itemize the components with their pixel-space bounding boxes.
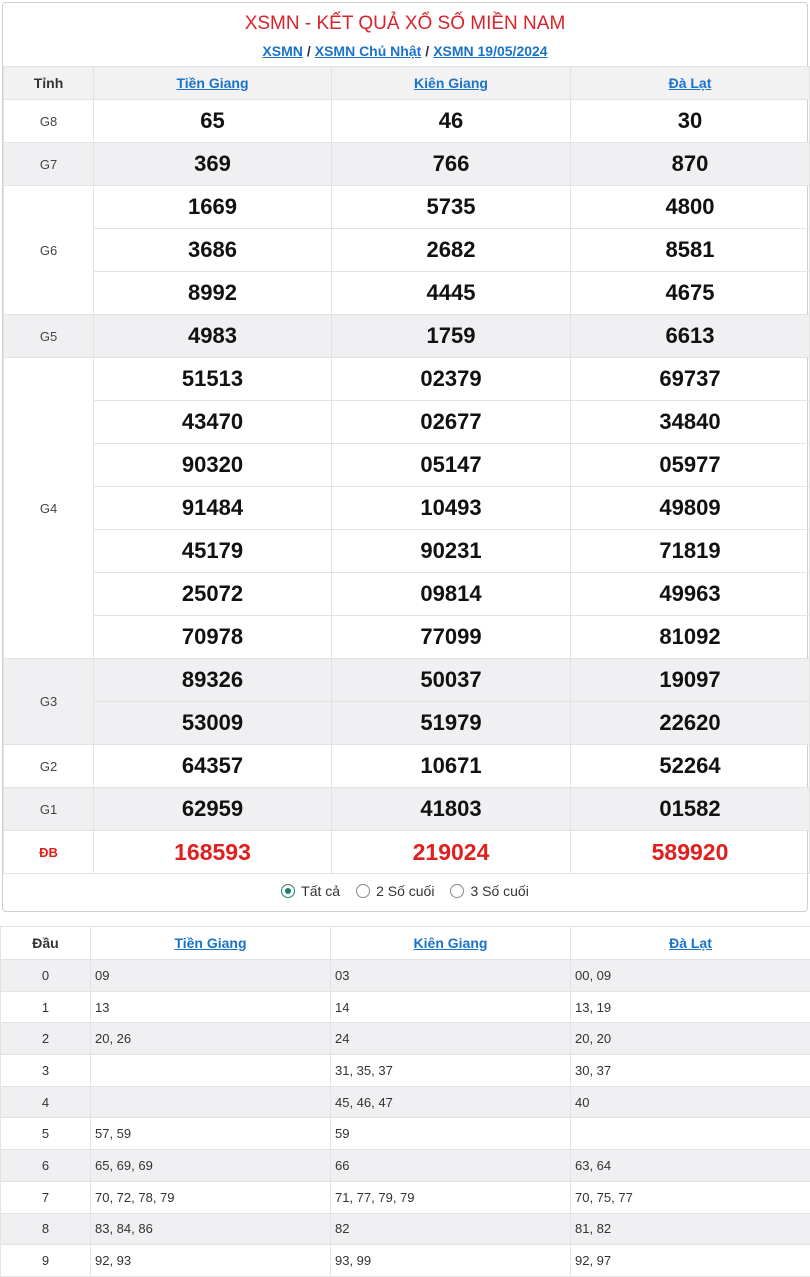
prize-row: [4, 143, 810, 186]
prize-label: G4: [4, 358, 94, 659]
prize-label: G7: [4, 143, 94, 186]
prize-number: 19097: [571, 659, 810, 702]
prize-number: 77099: [332, 616, 571, 659]
breadcrumb-separator: /: [421, 43, 433, 59]
breadcrumb-xsmn-date[interactable]: XSMN 19/05/2024: [433, 43, 547, 59]
prize-number: 369: [94, 143, 332, 186]
prize-number: 25072: [94, 573, 332, 616]
loto-values: 09: [91, 960, 331, 992]
prize-number: 01582: [571, 788, 810, 831]
prize-number: 05977: [571, 444, 810, 487]
prize-row: [4, 788, 810, 831]
prize-number: 05147: [332, 444, 571, 487]
prize-number: 34840: [571, 401, 810, 444]
loto-values: 92, 97: [571, 1245, 810, 1277]
prize-number: 41803: [332, 788, 571, 831]
prize-row: [4, 186, 810, 229]
prize-row: [4, 444, 810, 487]
loto-values: 66: [331, 1150, 571, 1182]
prize-label: G8: [4, 100, 94, 143]
special-prize-number: 219024: [332, 831, 571, 874]
breadcrumb: [3, 43, 807, 59]
prize-number: 89326: [94, 659, 332, 702]
loto-values: 14: [331, 991, 571, 1023]
loto-values: 57, 59: [91, 1118, 331, 1150]
prize-number: 69737: [571, 358, 810, 401]
results-table: [3, 66, 810, 874]
prize-row: [4, 358, 810, 401]
loto-values: 40: [571, 1086, 810, 1118]
loto-values: 63, 64: [571, 1150, 810, 1182]
loto-table: [0, 926, 810, 1277]
prize-number: 30: [571, 100, 810, 143]
prize-number: 52264: [571, 745, 810, 788]
loto-province-link-kien-giang[interactable]: Kiên Giang: [414, 935, 488, 951]
prize-row: [4, 831, 810, 874]
loto-row: [1, 1023, 810, 1055]
loto-province-link-da-lat[interactable]: Đà Lạt: [669, 935, 712, 951]
loto-values: 82: [331, 1213, 571, 1245]
loto-values: 71, 77, 79, 79: [331, 1181, 571, 1213]
prize-label: ĐB: [4, 831, 94, 874]
loto-values: 59: [331, 1118, 571, 1150]
province-link-tien-giang[interactable]: Tiền Giang: [176, 75, 248, 91]
loto-row: [1, 991, 810, 1023]
results-body: [4, 100, 810, 874]
prize-number: 02677: [332, 401, 571, 444]
loto-values: 81, 82: [571, 1213, 810, 1245]
dau-digit: 3: [1, 1055, 91, 1087]
prize-row: [4, 659, 810, 702]
prize-number: 8992: [94, 272, 332, 315]
loto-values: 65, 69, 69: [91, 1150, 331, 1182]
loto-values: 20, 26: [91, 1023, 331, 1055]
filter-last-2-label: 2 Số cuối: [376, 883, 434, 899]
prize-row: [4, 530, 810, 573]
prize-number: 53009: [94, 702, 332, 745]
prize-number: 870: [571, 143, 810, 186]
prize-number: 90231: [332, 530, 571, 573]
prize-number: 4675: [571, 272, 810, 315]
province-link-kien-giang[interactable]: Kiên Giang: [414, 75, 488, 91]
prize-row: [4, 401, 810, 444]
loto-values: 13: [91, 991, 331, 1023]
prize-number: 02379: [332, 358, 571, 401]
loto-values: 03: [331, 960, 571, 992]
filter-all[interactable]: [281, 883, 340, 899]
loto-row: [1, 1213, 810, 1245]
loto-values: 00, 09: [571, 960, 810, 992]
loto-row: [1, 1245, 810, 1277]
results-panel: [2, 2, 808, 912]
prize-number: 1759: [332, 315, 571, 358]
loto-row: [1, 1118, 810, 1150]
loto-values: 45, 46, 47: [331, 1086, 571, 1118]
prize-number: 49809: [571, 487, 810, 530]
special-prize-number: 589920: [571, 831, 810, 874]
dau-digit: 9: [1, 1245, 91, 1277]
prize-number: 2682: [332, 229, 571, 272]
dau-digit: 2: [1, 1023, 91, 1055]
dau-digit: 6: [1, 1150, 91, 1182]
prize-row: [4, 272, 810, 315]
filter-all-label: Tất cả: [301, 883, 340, 899]
dau-digit: 7: [1, 1181, 91, 1213]
prize-number: 64357: [94, 745, 332, 788]
dau-digit: 0: [1, 960, 91, 992]
prize-row: [4, 616, 810, 659]
prize-number: 4983: [94, 315, 332, 358]
page-title: XSMN - KẾT QUẢ XỔ SỐ MIỀN NAM: [3, 13, 807, 35]
prize-row: [4, 702, 810, 745]
loto-header-row: [1, 927, 810, 960]
dau-column-header: Đầu: [1, 927, 91, 960]
dau-digit: 4: [1, 1086, 91, 1118]
prize-number: 51513: [94, 358, 332, 401]
prize-number: 1669: [94, 186, 332, 229]
digit-filter: [3, 871, 807, 911]
prize-number: 65: [94, 100, 332, 143]
prize-number: 6613: [571, 315, 810, 358]
loto-row: [1, 960, 810, 992]
loto-row: [1, 1086, 810, 1118]
radio-icon[interactable]: [356, 884, 370, 898]
loto-values: 83, 84, 86: [91, 1213, 331, 1245]
prize-label: G2: [4, 745, 94, 788]
breadcrumb-xsmn-sunday[interactable]: XSMN Chủ Nhật: [315, 43, 422, 59]
prize-number: 62959: [94, 788, 332, 831]
prize-number: 10493: [332, 487, 571, 530]
dau-digit: 5: [1, 1118, 91, 1150]
prize-number: 46: [332, 100, 571, 143]
radio-icon[interactable]: [450, 884, 464, 898]
prize-number: 10671: [332, 745, 571, 788]
prize-row: [4, 315, 810, 358]
dau-digit: 1: [1, 991, 91, 1023]
loto-body: [1, 960, 810, 1277]
prize-number: 43470: [94, 401, 332, 444]
loto-values: [91, 1055, 331, 1087]
prize-number: 51979: [332, 702, 571, 745]
loto-values: [91, 1086, 331, 1118]
loto-values: 24: [331, 1023, 571, 1055]
breadcrumb-separator: /: [303, 43, 315, 59]
prize-number: 09814: [332, 573, 571, 616]
breadcrumb-xsmn[interactable]: XSMN: [262, 43, 302, 59]
loto-values: 70, 72, 78, 79: [91, 1181, 331, 1213]
prize-label: G6: [4, 186, 94, 315]
prize-row: [4, 745, 810, 788]
loto-province-link-tien-giang[interactable]: Tiền Giang: [174, 935, 246, 951]
loto-values: [571, 1118, 810, 1150]
prize-number: 766: [332, 143, 571, 186]
prize-row: [4, 100, 810, 143]
loto-row: [1, 1150, 810, 1182]
prize-number: 3686: [94, 229, 332, 272]
loto-row: [1, 1181, 810, 1213]
prize-row: [4, 487, 810, 530]
special-prize-number: 168593: [94, 831, 332, 874]
loto-values: 20, 20: [571, 1023, 810, 1055]
prize-number: 71819: [571, 530, 810, 573]
prize-number: 91484: [94, 487, 332, 530]
province-column-header: Tỉnh: [4, 67, 94, 100]
prize-number: 50037: [332, 659, 571, 702]
loto-values: 30, 37: [571, 1055, 810, 1087]
loto-values: 93, 99: [331, 1245, 571, 1277]
prize-number: 5735: [332, 186, 571, 229]
dau-digit: 8: [1, 1213, 91, 1245]
prize-number: 4800: [571, 186, 810, 229]
prize-row: [4, 229, 810, 272]
prize-number: 70978: [94, 616, 332, 659]
loto-row: [1, 1055, 810, 1087]
prize-label: G5: [4, 315, 94, 358]
prize-number: 90320: [94, 444, 332, 487]
filter-last-3-label: 3 Số cuối: [470, 883, 528, 899]
prize-number: 22620: [571, 702, 810, 745]
filter-last-3[interactable]: [450, 883, 528, 899]
prize-number: 45179: [94, 530, 332, 573]
province-link-da-lat[interactable]: Đà Lạt: [669, 75, 712, 91]
prize-row: [4, 573, 810, 616]
prize-label: G3: [4, 659, 94, 745]
prize-number: 81092: [571, 616, 810, 659]
filter-last-2[interactable]: [356, 883, 434, 899]
loto-values: 70, 75, 77: [571, 1181, 810, 1213]
loto-values: 13, 19: [571, 991, 810, 1023]
prize-number: 8581: [571, 229, 810, 272]
results-header-row: [4, 67, 810, 100]
prize-label: G1: [4, 788, 94, 831]
loto-values: 92, 93: [91, 1245, 331, 1277]
loto-values: 31, 35, 37: [331, 1055, 571, 1087]
prize-number: 49963: [571, 573, 810, 616]
prize-number: 4445: [332, 272, 571, 315]
radio-selected-icon[interactable]: [281, 884, 295, 898]
